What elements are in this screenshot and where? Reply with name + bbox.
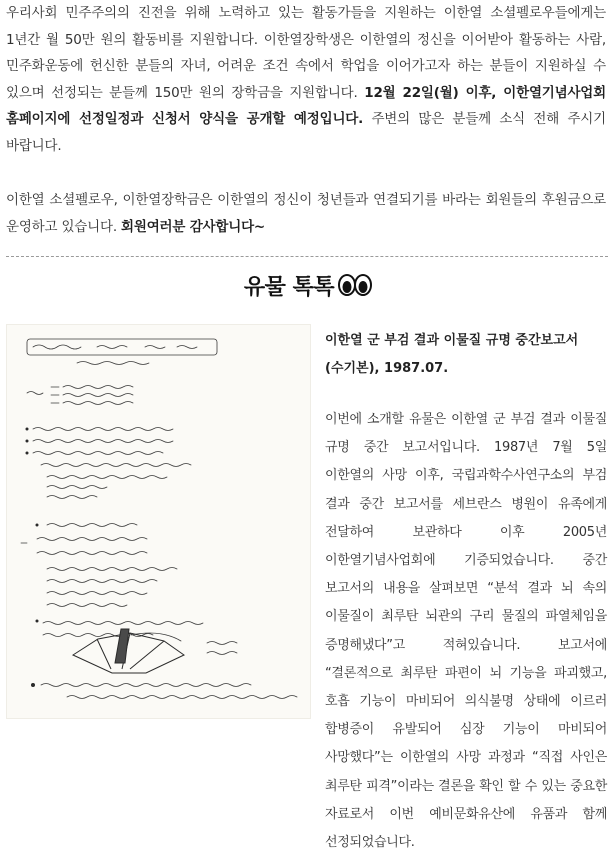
artifact-title: 이한열 군 부검 결과 이물질 규명 중간보고서(수기본), 1987.07. xyxy=(325,333,579,376)
section-title-text: 유물 톡톡 xyxy=(243,275,335,300)
eyes-emoji-icon xyxy=(338,274,372,296)
newsletter-intro xyxy=(6,0,606,240)
section-divider xyxy=(6,256,608,257)
intro-text-3: 이한열 소셜펠로우, 이한열장학금은 이한열의 정신이 청년들과 연결되기를 바라는 회원들의 후원금으로 운영하고 있습니다. xyxy=(6,192,606,235)
handwritten-report-scan xyxy=(7,325,310,718)
artifact-report-image xyxy=(6,324,311,719)
intro-paragraph-thanks xyxy=(6,187,606,240)
section-heading xyxy=(0,270,616,301)
intro-paragraph-fellowship xyxy=(6,0,606,159)
intro-text-1: 우리사회 민주주의의 진전을 위해 노력하고 있는 활동가들을 지원하는 이한열 소셜펠로우들에게는 1년간 월 50만 원의 활동비를 지원합니다. 이한열장학생은 이한열의 정신을 이어받아 활동하는 사람, 민주화운동에 헌신한 분들의 자녀, 어려운 조건 속에서 학업을 이어가고자 하는 분들이 지원하실 수 있으며 선정되는 분들께 150만 원의 장학금을 지원합니다. xyxy=(6,5,606,101)
artifact-article xyxy=(325,327,607,857)
announcement-highlight: 12월 22일(월) 이후, 이한열기념사업회 홈페이지에 선정일정과 신청서 양식을 공개할 예정입니다. xyxy=(6,84,606,127)
thanks-highlight: 회원여러분 감사합니다~ xyxy=(121,218,266,235)
artifact-description: 이번에 소개할 유물은 이한열 군 부검 결과 이물질 규명 중간 보고서입니다. 1987년 7월 5일 이한열의 사망 이후, 국립과학수사연구소의 부검 결과 중간 보고서를 세브란스 병원이 유족에게 전달하여 보관하다 이후 2005년 이한열기념사업회에 기증되었습니다. 중간 보고서의 내용을 살펴보면 “분석 결과 뇌 속의 이물질이 최루탄 뇌관의 구리 물질의 파열체임을 증명해냈다”고 적혀있습니다. 보고서에 “결론적으로 최루탄 파편이 뇌 기능을 파괴했고, 호흡 기능이 마비되어 의식불명 상태에 이르러 합병증이 유발되어 심장 기능이 마비되어 사망했다”는 이한열의 사망 과정과 “직접 사인은 최루탄 피격”이라는 결론을 확인 할 수 있는 중요한 자료로서 이번 예비문화유산에 유품과 함께 선정되었습니다. xyxy=(325,412,607,851)
intro-text-2: 주변의 많은 분들께 소식 전해 주시기 바랍니다. xyxy=(6,111,606,154)
